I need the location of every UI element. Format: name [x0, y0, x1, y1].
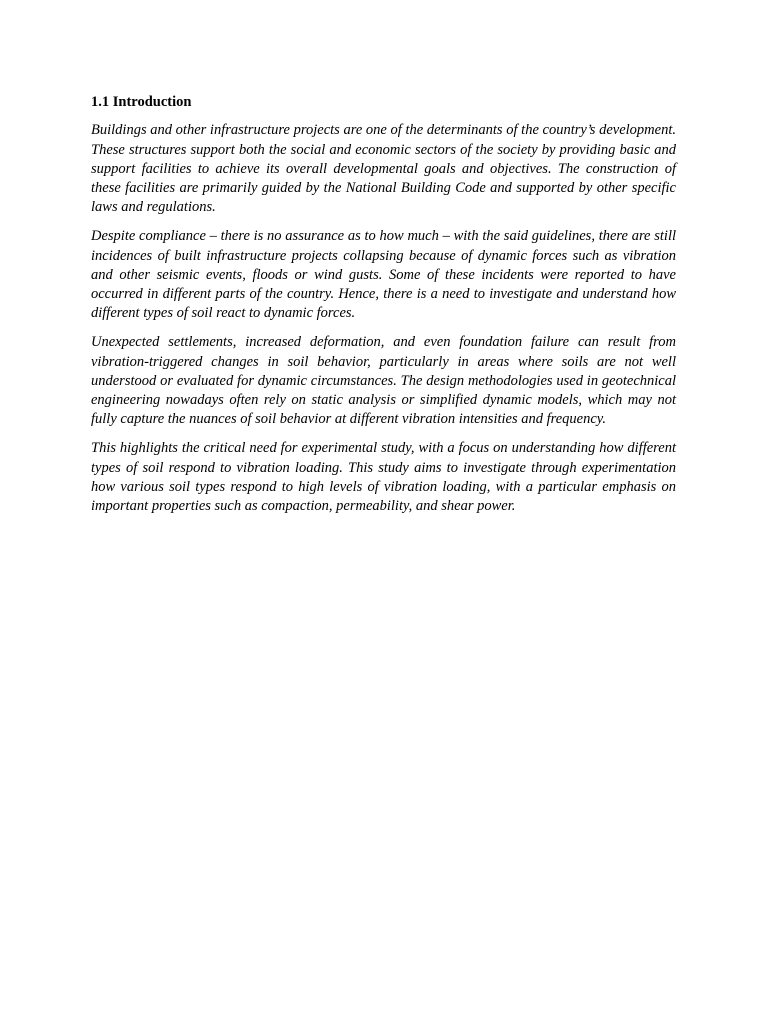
paragraph-4: This highlights the critical need for experimental study, with a focus on understanding how different types of soil respond to vibration loading. This study aims to investigate through experimentation how various soil types respond to high levels of vibration loading, with a particular emphasis on important properties such as compaction, permeability, and shear power. [91, 440, 676, 515]
section-heading: 1.1 Introduction [91, 94, 192, 110]
paragraph-2: Despite compliance – there is no assurance as to how much – with the said guidelines, there are still incidences of built infrastructure projects collapsing because of dynamic forces such as vibration and other seismic events, floods or wind gusts. Some of these incidents were reported to have occurred in different parts of the country. Hence, there is a need to investigate and understand how different types of soil react to dynamic forces. [91, 228, 676, 322]
paragraph-3: Unexpected settlements, increased deformation, and even foundation failure can result from vibration-triggered changes in soil behavior, particularly in areas where soils are not well understood or evaluated for dynamic circumstances. The design methodologies used in geotechnical engineering nowadays often rely on static analysis or simplified dynamic models, which may not fully capture the nuances of soil behavior at different vibration intensities and frequency. [91, 334, 676, 428]
document-body [91, 93, 676, 526]
paragraph-1: Buildings and other infrastructure projects are one of the determinants of the country’s development. These structures support both the social and economic sectors of the society by providing basic and support facilities to achieve its overall developmental goals and objectives. The construction of these facilities are primarily guided by the National Building Code and supported by other specific laws and regulations. [91, 122, 676, 216]
